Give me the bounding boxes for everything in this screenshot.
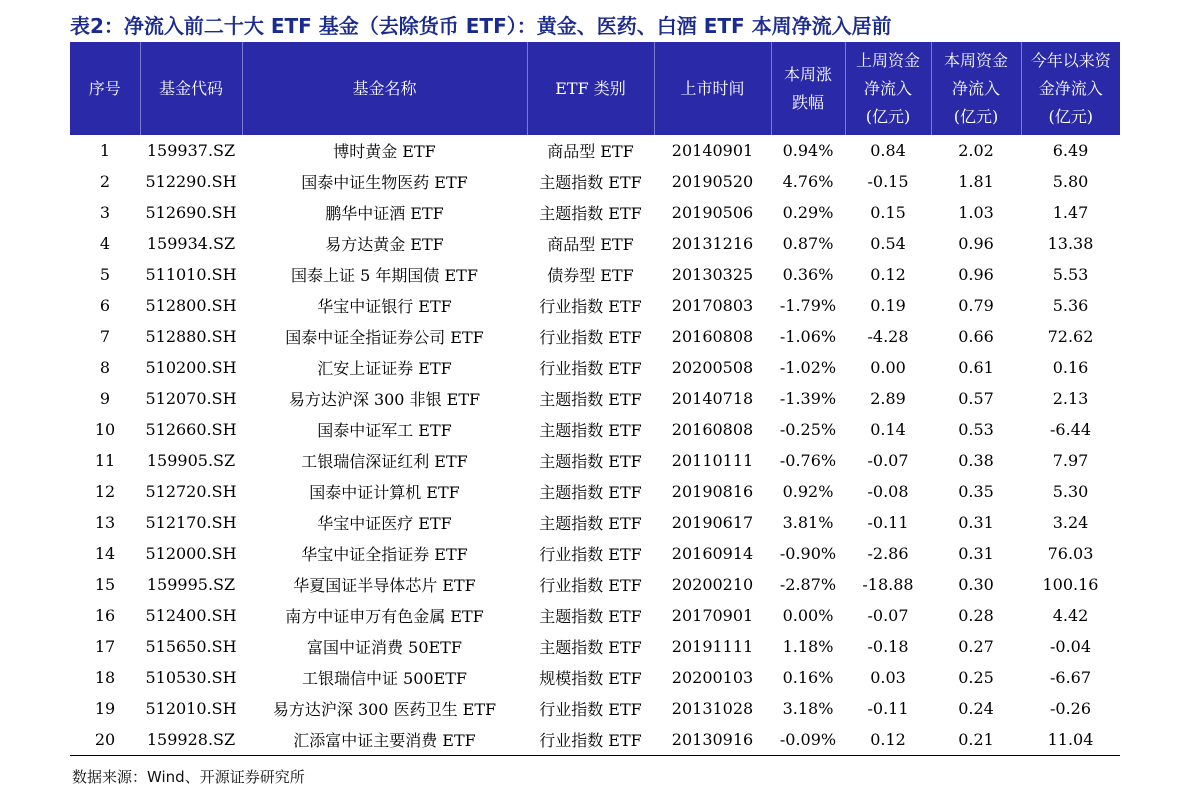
table-row — [70, 507, 1120, 538]
cell-fund-name: 博时黄金 ETF — [333, 142, 436, 161]
table-row — [70, 693, 1120, 724]
cell-listing-date: 20110111 — [671, 451, 754, 470]
cell-index: 13 — [94, 513, 116, 532]
cell-last-week-inflow: -0.18 — [867, 637, 909, 656]
cell-index: 17 — [94, 637, 116, 656]
header-this-week-inflow-line: 净流入 — [951, 78, 1000, 98]
cell-fund-name: 易方达沪深 300 医药卫生 ETF — [272, 700, 497, 719]
table-row — [70, 662, 1120, 693]
cell-last-week-inflow: 0.03 — [870, 668, 906, 687]
table-row — [70, 352, 1120, 383]
cell-fund-name: 易方达黄金 ETF — [325, 235, 444, 254]
cell-etf-category: 行业指数 ETF — [539, 359, 642, 378]
source-note: 数据来源：Wind、开源证券研究所 — [72, 768, 305, 786]
cell-etf-category: 债券型 ETF — [547, 266, 634, 285]
table-row — [70, 321, 1120, 352]
header-index-line: 序号 — [88, 78, 121, 98]
cell-index: 4 — [99, 234, 111, 253]
cell-listing-date: 20200508 — [671, 358, 754, 377]
table-row — [70, 414, 1120, 445]
header-last-week-inflow — [845, 42, 931, 135]
cell-weekly-change: 0.92% — [782, 482, 834, 501]
header-ytd-inflow — [1021, 42, 1120, 135]
cell-fund-name: 易方达沪深 300 非银 ETF — [288, 390, 481, 409]
cell-fund-code: 512690.SH — [145, 203, 237, 222]
cell-weekly-change: 0.94% — [782, 141, 834, 160]
cell-fund-code: 511010.SH — [145, 265, 237, 284]
cell-fund-name: 国泰上证 5 年期国债 ETF — [291, 266, 478, 285]
cell-ytd-inflow: -6.44 — [1049, 420, 1092, 439]
cell-listing-date: 20190816 — [671, 482, 754, 501]
cell-fund-code: 512070.SH — [145, 389, 237, 408]
cell-listing-date: 20131216 — [671, 234, 754, 253]
header-ytd-inflow-line: 金净流入 — [1038, 78, 1103, 98]
cell-last-week-inflow: 2.89 — [870, 389, 906, 408]
table-row — [70, 135, 1120, 166]
cell-index: 5 — [99, 265, 111, 284]
table-row — [70, 228, 1120, 259]
cell-this-week-inflow: 0.53 — [958, 420, 994, 439]
cell-etf-category: 行业指数 ETF — [539, 576, 642, 595]
cell-this-week-inflow: 0.31 — [958, 513, 994, 532]
cell-index: 3 — [99, 203, 111, 222]
cell-listing-date: 20170803 — [671, 296, 754, 315]
table-row — [70, 538, 1120, 569]
cell-weekly-change: 0.00% — [782, 606, 834, 625]
cell-index: 15 — [94, 575, 116, 594]
cell-ytd-inflow: 5.80 — [1052, 172, 1089, 191]
cell-ytd-inflow: 76.03 — [1047, 544, 1094, 563]
cell-index: 7 — [99, 327, 111, 346]
cell-this-week-inflow: 0.57 — [958, 389, 994, 408]
cell-etf-category: 行业指数 ETF — [539, 297, 642, 316]
table-row — [70, 445, 1120, 476]
cell-fund-name: 工银瑞信深证红利 ETF — [301, 452, 468, 471]
cell-ytd-inflow: 100.16 — [1042, 575, 1099, 594]
table-row — [70, 569, 1120, 600]
cell-fund-code: 512000.SH — [145, 544, 237, 563]
cell-listing-date: 20190617 — [671, 513, 754, 532]
cell-index: 18 — [94, 668, 116, 687]
header-last-week-inflow-line: 上周资金 — [855, 50, 920, 70]
cell-this-week-inflow: 0.31 — [958, 544, 994, 563]
cell-weekly-change: 4.76% — [782, 172, 834, 191]
cell-this-week-inflow: 0.79 — [958, 296, 994, 315]
cell-weekly-change: -0.76% — [779, 451, 837, 470]
cell-weekly-change: -2.87% — [779, 575, 837, 594]
cell-index: 19 — [94, 699, 116, 718]
cell-this-week-inflow: 0.30 — [958, 575, 994, 594]
header-fund-code — [140, 42, 242, 135]
cell-etf-category: 主题指数 ETF — [539, 204, 642, 223]
header-index — [70, 42, 140, 135]
cell-last-week-inflow: 0.84 — [870, 141, 906, 160]
cell-weekly-change: 1.18% — [782, 637, 834, 656]
cell-etf-category: 主题指数 ETF — [539, 421, 642, 440]
cell-this-week-inflow: 1.81 — [958, 172, 994, 191]
cell-fund-name: 国泰中证计算机 ETF — [309, 483, 460, 502]
cell-fund-name: 国泰中证军工 ETF — [317, 421, 452, 440]
cell-ytd-inflow: 6.49 — [1052, 141, 1089, 160]
cell-last-week-inflow: -0.11 — [867, 699, 909, 718]
cell-listing-date: 20160808 — [671, 327, 754, 346]
table-row — [70, 197, 1120, 228]
cell-last-week-inflow: 0.54 — [870, 234, 906, 253]
cell-ytd-inflow: 0.16 — [1052, 358, 1089, 377]
cell-fund-name: 南方中证申万有色金属 ETF — [285, 607, 484, 626]
table-body — [70, 135, 1120, 756]
cell-ytd-inflow: 2.13 — [1052, 389, 1089, 408]
cell-fund-name: 国泰中证生物医药 ETF — [301, 173, 468, 192]
cell-fund-name: 华宝中证医疗 ETF — [317, 514, 452, 533]
cell-ytd-inflow: 5.36 — [1052, 296, 1089, 315]
table-row — [70, 476, 1120, 507]
cell-etf-category: 主题指数 ETF — [539, 483, 642, 502]
cell-this-week-inflow: 0.25 — [958, 668, 994, 687]
header-ytd-inflow-line: 今年以来资 — [1030, 50, 1111, 70]
header-this-week-inflow — [931, 42, 1021, 135]
cell-fund-name: 汇添富中证主要消费 ETF — [242, 724, 527, 756]
cell-ytd-inflow: -0.04 — [1049, 637, 1092, 656]
header-last-week-inflow-line: (亿元) — [865, 106, 911, 126]
cell-fund-code: 512290.SH — [145, 172, 237, 191]
cell-fund-name: 华宝中证银行 ETF — [317, 297, 452, 316]
cell-etf-category: 主题指数 ETF — [539, 607, 642, 626]
cell-fund-code: 510200.SH — [145, 358, 237, 377]
cell-fund-code: 159934.SZ — [146, 234, 236, 253]
cell-index: 2 — [99, 172, 111, 191]
cell-last-week-inflow: 0.00 — [870, 358, 906, 377]
cell-last-week-inflow: 0.12 — [845, 724, 931, 756]
table-row — [70, 259, 1120, 290]
cell-listing-date: 20140901 — [671, 141, 754, 160]
header-etf-category — [527, 42, 654, 135]
cell-last-week-inflow: -0.08 — [867, 482, 909, 501]
cell-this-week-inflow: 0.66 — [958, 327, 994, 346]
table-row — [70, 166, 1120, 197]
cell-last-week-inflow: 0.15 — [870, 203, 906, 222]
cell-ytd-inflow: 5.53 — [1052, 265, 1089, 284]
cell-fund-code: 512400.SH — [145, 606, 237, 625]
cell-etf-category: 行业指数 ETF — [539, 328, 642, 347]
cell-etf-category: 行业指数 ETF — [527, 724, 654, 756]
cell-etf-category: 主题指数 ETF — [539, 452, 642, 471]
cell-weekly-change: 3.18% — [782, 699, 834, 718]
cell-listing-date: 20191111 — [671, 637, 754, 656]
cell-index: 11 — [94, 451, 116, 470]
header-listing-date-line: 上市时间 — [680, 78, 745, 98]
cell-ytd-inflow: 4.42 — [1052, 606, 1089, 625]
cell-etf-category: 主题指数 ETF — [539, 390, 642, 409]
cell-last-week-inflow: -0.11 — [867, 513, 909, 532]
cell-weekly-change: -1.02% — [779, 358, 837, 377]
cell-listing-date: 20130325 — [671, 265, 754, 284]
cell-last-week-inflow: -2.86 — [867, 544, 909, 563]
cell-ytd-inflow: -0.26 — [1049, 699, 1092, 718]
cell-etf-category: 行业指数 ETF — [539, 700, 642, 719]
cell-listing-date: 20200210 — [671, 575, 754, 594]
header-fund-name-line: 基金名称 — [352, 78, 417, 98]
cell-this-week-inflow: 1.03 — [958, 203, 994, 222]
cell-index: 6 — [99, 296, 111, 315]
cell-last-week-inflow: -18.88 — [862, 575, 914, 594]
cell-listing-date: 20140718 — [671, 389, 754, 408]
cell-last-week-inflow: -4.28 — [867, 327, 909, 346]
table-row — [70, 724, 1120, 756]
cell-last-week-inflow: 0.14 — [870, 420, 906, 439]
cell-fund-name: 华宝中证全指证券 ETF — [301, 545, 468, 564]
cell-index: 12 — [94, 482, 116, 501]
cell-etf-category: 主题指数 ETF — [539, 173, 642, 192]
cell-fund-name: 鹏华中证酒 ETF — [325, 204, 444, 223]
header-this-week-inflow-line: (亿元) — [953, 106, 999, 126]
cell-listing-date: 20160808 — [671, 420, 754, 439]
table-row — [70, 290, 1120, 321]
cell-listing-date: 20170901 — [671, 606, 754, 625]
cell-fund-code: 512880.SH — [145, 327, 237, 346]
cell-listing-date: 20190520 — [671, 172, 754, 191]
cell-last-week-inflow: 0.12 — [870, 265, 906, 284]
header-weekly-change — [771, 42, 845, 135]
cell-ytd-inflow: 11.04 — [1021, 724, 1120, 756]
cell-last-week-inflow: -0.07 — [867, 451, 909, 470]
cell-index: 14 — [94, 544, 116, 563]
cell-fund-code: 512800.SH — [145, 296, 237, 315]
cell-last-week-inflow: -0.07 — [867, 606, 909, 625]
cell-fund-code: 159937.SZ — [146, 141, 236, 160]
cell-this-week-inflow: 0.28 — [958, 606, 994, 625]
etf-flow-table — [70, 42, 1120, 756]
cell-ytd-inflow: 7.97 — [1052, 451, 1089, 470]
cell-weekly-change: 0.36% — [782, 265, 834, 284]
cell-fund-name: 华夏国证半导体芯片 ETF — [293, 576, 476, 595]
header-fund-code-line: 基金代码 — [158, 78, 223, 98]
cell-fund-code: 159928.SZ — [140, 724, 242, 756]
table-header-row — [70, 42, 1120, 135]
cell-index: 16 — [94, 606, 116, 625]
table-row — [70, 631, 1120, 662]
cell-ytd-inflow: 5.30 — [1052, 482, 1089, 501]
table-row — [70, 383, 1120, 414]
cell-listing-date: 20130916 — [654, 724, 771, 756]
cell-index: 9 — [99, 389, 111, 408]
cell-fund-code: 510530.SH — [145, 668, 237, 687]
header-fund-name — [242, 42, 527, 135]
cell-fund-code: 515650.SH — [145, 637, 237, 656]
cell-weekly-change: 0.87% — [782, 234, 834, 253]
header-weekly-change-line: 本周涨 — [783, 64, 832, 84]
cell-listing-date: 20131028 — [671, 699, 754, 718]
cell-ytd-inflow: 1.47 — [1052, 203, 1089, 222]
cell-weekly-change: 0.16% — [782, 668, 834, 687]
cell-weekly-change: -1.79% — [779, 296, 837, 315]
header-etf-category-line: ETF 类别 — [555, 78, 626, 98]
cell-ytd-inflow: -6.67 — [1049, 668, 1092, 687]
cell-weekly-change: -0.25% — [779, 420, 837, 439]
cell-weekly-change: -0.90% — [779, 544, 837, 563]
cell-etf-category: 规模指数 ETF — [539, 669, 642, 688]
cell-fund-code: 159905.SZ — [146, 451, 236, 470]
cell-listing-date: 20200103 — [671, 668, 754, 687]
cell-index: 1 — [99, 141, 111, 160]
cell-index: 20 — [70, 724, 140, 756]
cell-fund-code: 512170.SH — [145, 513, 237, 532]
cell-weekly-change: 0.29% — [782, 203, 834, 222]
cell-index: 8 — [99, 358, 111, 377]
header-last-week-inflow-line: 净流入 — [863, 78, 912, 98]
cell-last-week-inflow: 0.19 — [870, 296, 906, 315]
cell-this-week-inflow: 2.02 — [958, 141, 994, 160]
cell-this-week-inflow: 0.27 — [958, 637, 994, 656]
cell-fund-name: 国泰中证全指证券公司 ETF — [285, 328, 484, 347]
header-listing-date — [654, 42, 771, 135]
cell-etf-category: 商品型 ETF — [547, 235, 634, 254]
cell-weekly-change: 3.81% — [782, 513, 834, 532]
cell-listing-date: 20160914 — [671, 544, 754, 563]
cell-fund-name: 汇安上证证券 ETF — [317, 359, 452, 378]
cell-fund-code: 512010.SH — [145, 699, 237, 718]
cell-etf-category: 主题指数 ETF — [539, 638, 642, 657]
cell-ytd-inflow: 72.62 — [1047, 327, 1094, 346]
cell-this-week-inflow: 0.38 — [958, 451, 994, 470]
cell-fund-code: 512720.SH — [145, 482, 237, 501]
cell-ytd-inflow: 13.38 — [1047, 234, 1094, 253]
table-title: 表2：净流入前二十大 ETF 基金（去除货币 ETF）：黄金、医药、白酒 ETF 本周净流入居前 — [70, 14, 892, 38]
table-row — [70, 600, 1120, 631]
cell-weekly-change: -1.39% — [779, 389, 837, 408]
cell-this-week-inflow: 0.61 — [958, 358, 994, 377]
cell-fund-name: 工银瑞信中证 500ETF — [301, 669, 468, 688]
header-this-week-inflow-line: 本周资金 — [943, 50, 1008, 70]
cell-etf-category: 主题指数 ETF — [539, 514, 642, 533]
cell-etf-category: 行业指数 ETF — [539, 545, 642, 564]
cell-this-week-inflow: 0.96 — [958, 265, 994, 284]
cell-ytd-inflow: 3.24 — [1052, 513, 1089, 532]
header-ytd-inflow-line: (亿元) — [1048, 106, 1093, 126]
cell-fund-name: 富国中证消费 50ETF — [307, 638, 462, 657]
cell-this-week-inflow: 0.24 — [958, 699, 994, 718]
cell-index: 10 — [94, 420, 116, 439]
header-weekly-change-line: 跌幅 — [791, 92, 824, 112]
cell-fund-code: 512660.SH — [145, 420, 237, 439]
cell-etf-category: 商品型 ETF — [547, 142, 634, 161]
cell-listing-date: 20190506 — [671, 203, 754, 222]
cell-weekly-change: -1.06% — [779, 327, 837, 346]
cell-weekly-change: -0.09% — [771, 724, 845, 756]
cell-fund-code: 159995.SZ — [146, 575, 236, 594]
cell-this-week-inflow: 0.35 — [958, 482, 994, 501]
cell-this-week-inflow: 0.21 — [931, 724, 1021, 756]
cell-this-week-inflow: 0.96 — [958, 234, 994, 253]
cell-last-week-inflow: -0.15 — [867, 172, 909, 191]
